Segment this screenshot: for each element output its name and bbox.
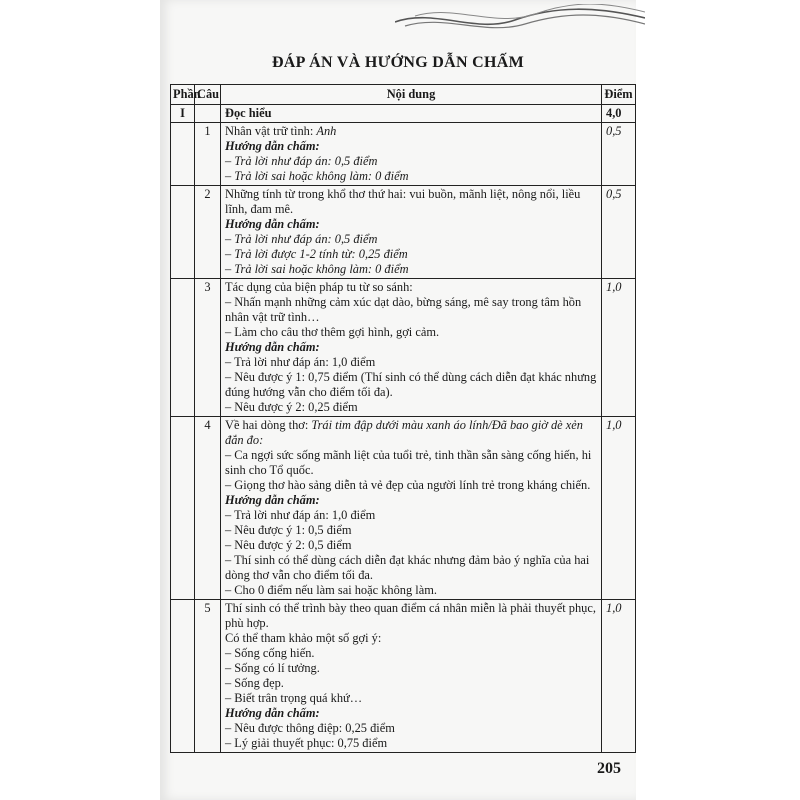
- question-number: 5: [195, 600, 221, 753]
- content-line: – Trả lời như đáp án: 0,5 điểm: [225, 154, 378, 168]
- table-row: [171, 123, 636, 186]
- content-line: Thí sinh có thể trình bày theo quan điểm cá nhân miễn là phải thuyết phục, phù hợp.: [225, 601, 596, 630]
- content-cell: [221, 417, 602, 600]
- grading-guide-heading: Hướng dẫn chấm:: [225, 493, 320, 507]
- table-row: [171, 279, 636, 417]
- content-cell: [221, 279, 602, 417]
- content-line: – Trả lời như đáp án: 1,0 điểm: [225, 355, 376, 369]
- content-line: – Nêu được thông điệp: 0,25 điểm: [225, 721, 395, 735]
- header-part: Phần: [171, 85, 195, 105]
- section-row: [171, 105, 636, 123]
- score-cell: 1,0: [602, 279, 636, 417]
- score-cell: 1,0: [602, 417, 636, 600]
- table-header-row: [171, 85, 636, 105]
- header-score: Điểm: [602, 85, 636, 105]
- header-question: Câu: [195, 85, 221, 105]
- content-line: – Sống cống hiến.: [225, 646, 315, 660]
- grading-guide-heading: Hướng dẫn chấm:: [225, 217, 320, 231]
- grading-guide-heading: Hướng dẫn chấm:: [225, 340, 320, 354]
- content-line: – Nêu được ý 2: 0,25 điểm: [225, 400, 358, 414]
- decorative-swirl-header: [395, 4, 645, 36]
- content-line: – Nêu được ý 2: 0,5 điểm: [225, 538, 352, 552]
- content-line: – Thí sinh có thể dùng cách diễn đạt khác nhưng đảm bảo ý nghĩa của hai dòng thơ vẫn cho điểm tối đa.: [225, 553, 590, 582]
- content-line: – Giọng thơ hào sảng diễn tả vẻ đẹp của người lính trẻ trong kháng chiến.: [225, 478, 591, 492]
- content-line: – Nêu được ý 1: 0,5 điểm: [225, 523, 352, 537]
- content-line: – Nhấn mạnh những cảm xúc dạt dào, bừng sáng, mê say trong tâm hồn nhân vật trữ tình…: [225, 295, 582, 324]
- content-line: – Trả lời được 1-2 tính từ: 0,25 điểm: [225, 247, 408, 261]
- page-number: 205: [597, 760, 621, 777]
- part-cell: [171, 123, 195, 186]
- part-cell: [171, 186, 195, 279]
- table-row: [171, 186, 636, 279]
- content-line: – Trả lời như đáp án: 1,0 điểm: [225, 508, 376, 522]
- header-content: Nội dung: [221, 85, 602, 105]
- content-line: Về hai dòng thơ:: [225, 418, 312, 432]
- grading-guide-heading: Hướng dẫn chấm:: [225, 706, 320, 720]
- table-row: [171, 417, 636, 600]
- section-label: Đọc hiểu: [221, 105, 602, 123]
- answer-table: [170, 84, 636, 753]
- question-number: 4: [195, 417, 221, 600]
- score-cell: 0,5: [602, 186, 636, 279]
- page-title: ĐÁP ÁN VÀ HƯỚNG DẪN CHẤM: [271, 54, 525, 71]
- content-line: – Lý giải thuyết phục: 0,75 điểm: [225, 736, 388, 750]
- section-score: 4,0: [602, 105, 636, 123]
- grading-guide-heading: Hướng dẫn chấm:: [225, 139, 320, 153]
- content-line: – Sống có lí tưởng.: [225, 661, 320, 675]
- content-line: – Cho 0 điểm nếu làm sai hoặc không làm.: [225, 583, 437, 597]
- content-line: – Biết trân trọng quá khứ…: [225, 691, 363, 705]
- content-line: – Ca ngợi sức sống mãnh liệt của tuổi trẻ, tinh thần sẵn sàng cống hiến, hi sinh cho Tổ quốc.: [225, 448, 592, 477]
- content-line: – Nêu được ý 1: 0,75 điểm (Thí sinh có thể dùng cách diễn đạt khác nhưng đúng hướng vẫn cho điểm tối đa).: [225, 370, 597, 399]
- content-line: Những tính từ trong khổ thơ thứ hai: vui buồn, mãnh liệt, nông nổi, liều lĩnh, đam mê.: [225, 187, 581, 216]
- content-line: – Trả lời sai hoặc không làm: 0 điểm: [225, 169, 409, 183]
- question-number: 3: [195, 279, 221, 417]
- part-cell: [171, 600, 195, 753]
- content-line: – Sống đẹp.: [225, 676, 284, 690]
- content-cell: [221, 600, 602, 753]
- quoted-verse: Trái tim đập dưới màu xanh áo lính/Đã bao giờ dè xẻn đắn đo:: [225, 418, 583, 447]
- content-line: – Làm cho câu thơ thêm gợi hình, gợi cảm.: [225, 325, 440, 339]
- section-question-empty: [195, 105, 221, 123]
- score-cell: 1,0: [602, 600, 636, 753]
- question-number: 1: [195, 123, 221, 186]
- content-cell: [221, 186, 602, 279]
- part-cell: [171, 279, 195, 417]
- question-number: 2: [195, 186, 221, 279]
- part-cell: [171, 417, 195, 600]
- content-line: Tác dụng của biện pháp tu từ so sánh:: [225, 280, 413, 294]
- score-cell: 0,5: [602, 123, 636, 186]
- content-line: – Trả lời sai hoặc không làm: 0 điểm: [225, 262, 409, 276]
- content-cell: [221, 123, 602, 186]
- content-line: Anh: [316, 124, 337, 138]
- content-line: Có thể tham khảo một số gợi ý:: [225, 631, 382, 645]
- section-part: I: [171, 105, 195, 123]
- content-line: – Trả lời như đáp án: 0,5 điểm: [225, 232, 378, 246]
- content-line: Nhân vật trữ tình:: [225, 124, 317, 138]
- table-row: [171, 600, 636, 753]
